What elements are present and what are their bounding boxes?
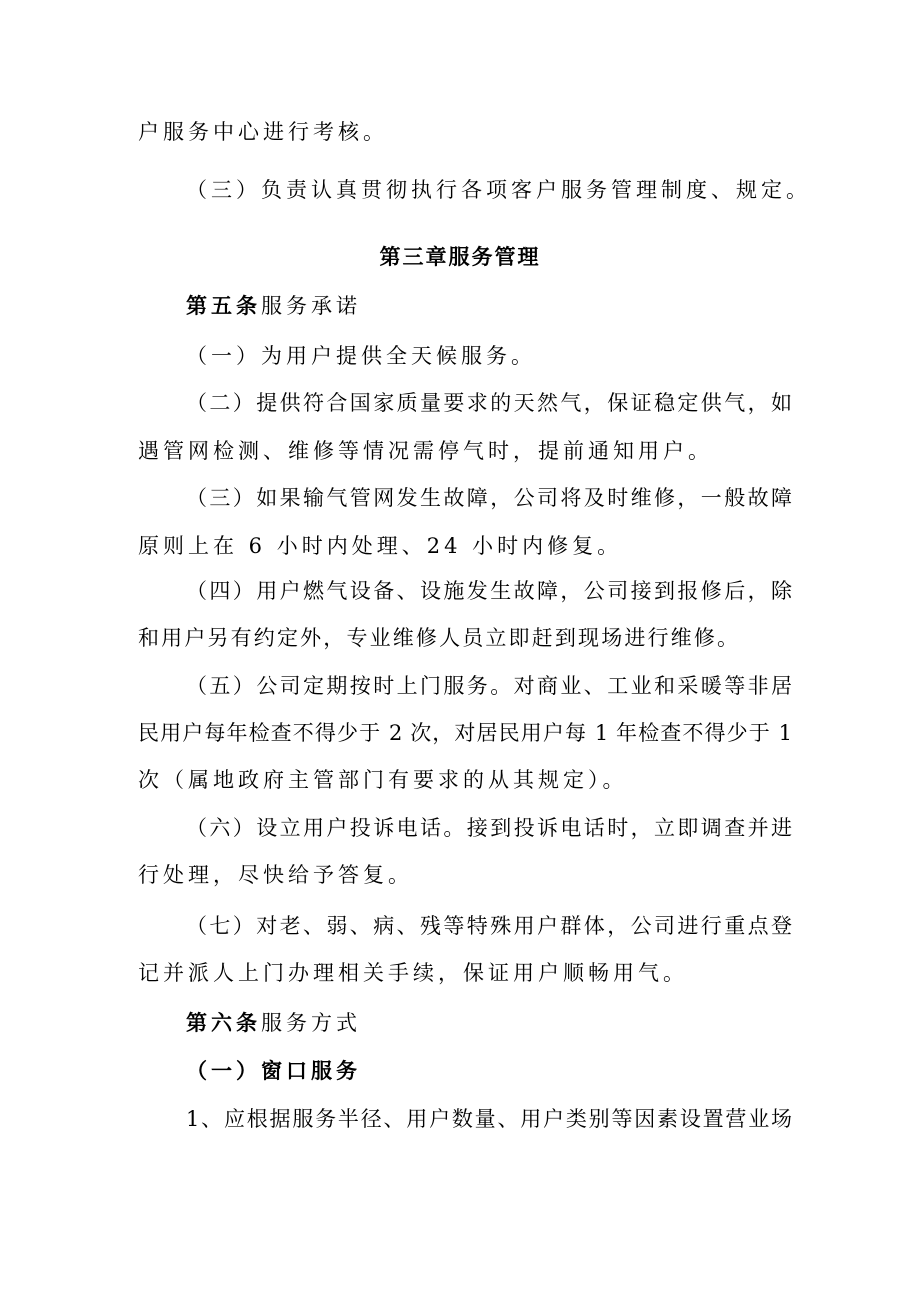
- text-line: （三）负责认真贯彻执行各项客户服务管理制度、规定。: [186, 178, 811, 202]
- text-line: （六）设立用户投诉电话。接到投诉电话时，立即调查并进: [186, 816, 792, 840]
- text-line: （七）对老、弱、病、残等特殊用户群体，公司进行重点登: [186, 914, 792, 938]
- section-heading: （一）窗口服务: [186, 1059, 361, 1083]
- article-title: [186, 1008, 361, 1038]
- text-line: 原则上在 6 小时内处理、24 小时内修复。: [138, 534, 623, 558]
- article-title: [186, 291, 361, 321]
- text-line: （二）提供符合国家质量要求的天然气，保证稳定供气，如: [186, 391, 792, 415]
- text-line: （一）为用户提供全天候服务。: [186, 344, 536, 368]
- article-number: 第五条: [186, 294, 261, 318]
- text-line: （五）公司定期按时上门服务。对商业、工业和采暖等非居: [186, 674, 792, 698]
- text-line: 和用户另有约定外，专业维修人员立即赶到现场进行维修。: [138, 626, 738, 650]
- text-line: 户服务中心进行考核。: [138, 120, 388, 144]
- chapter-heading: 第三章服务管理: [379, 245, 541, 269]
- article-subject: 服务承诺: [261, 294, 361, 318]
- text-line: （三）如果输气管网发生故障，公司将及时维修，一般故障: [186, 486, 792, 510]
- text-line: 记并派人上门办理相关手续，保证用户顺畅用气。: [138, 961, 688, 985]
- text-line: 1、应根据服务半径、用户数量、用户类别等因素设置营业场: [186, 1107, 792, 1131]
- text-line: 遇管网检测、维修等情况需停气时，提前通知用户。: [138, 439, 713, 463]
- article-subject: 服务方式: [261, 1011, 361, 1035]
- article-number: 第六条: [186, 1011, 261, 1035]
- text-line: （四）用户燃气设备、设施发生故障，公司接到报修后，除: [186, 579, 792, 603]
- text-line: 行处理，尽快给予答复。: [138, 863, 413, 887]
- text-line: 民用户每年检查不得少于 2 次，对居民用户每 1 年检查不得少于 1: [138, 721, 792, 745]
- text-line: 次（属地政府主管部门有要求的从其规定）。: [138, 768, 628, 792]
